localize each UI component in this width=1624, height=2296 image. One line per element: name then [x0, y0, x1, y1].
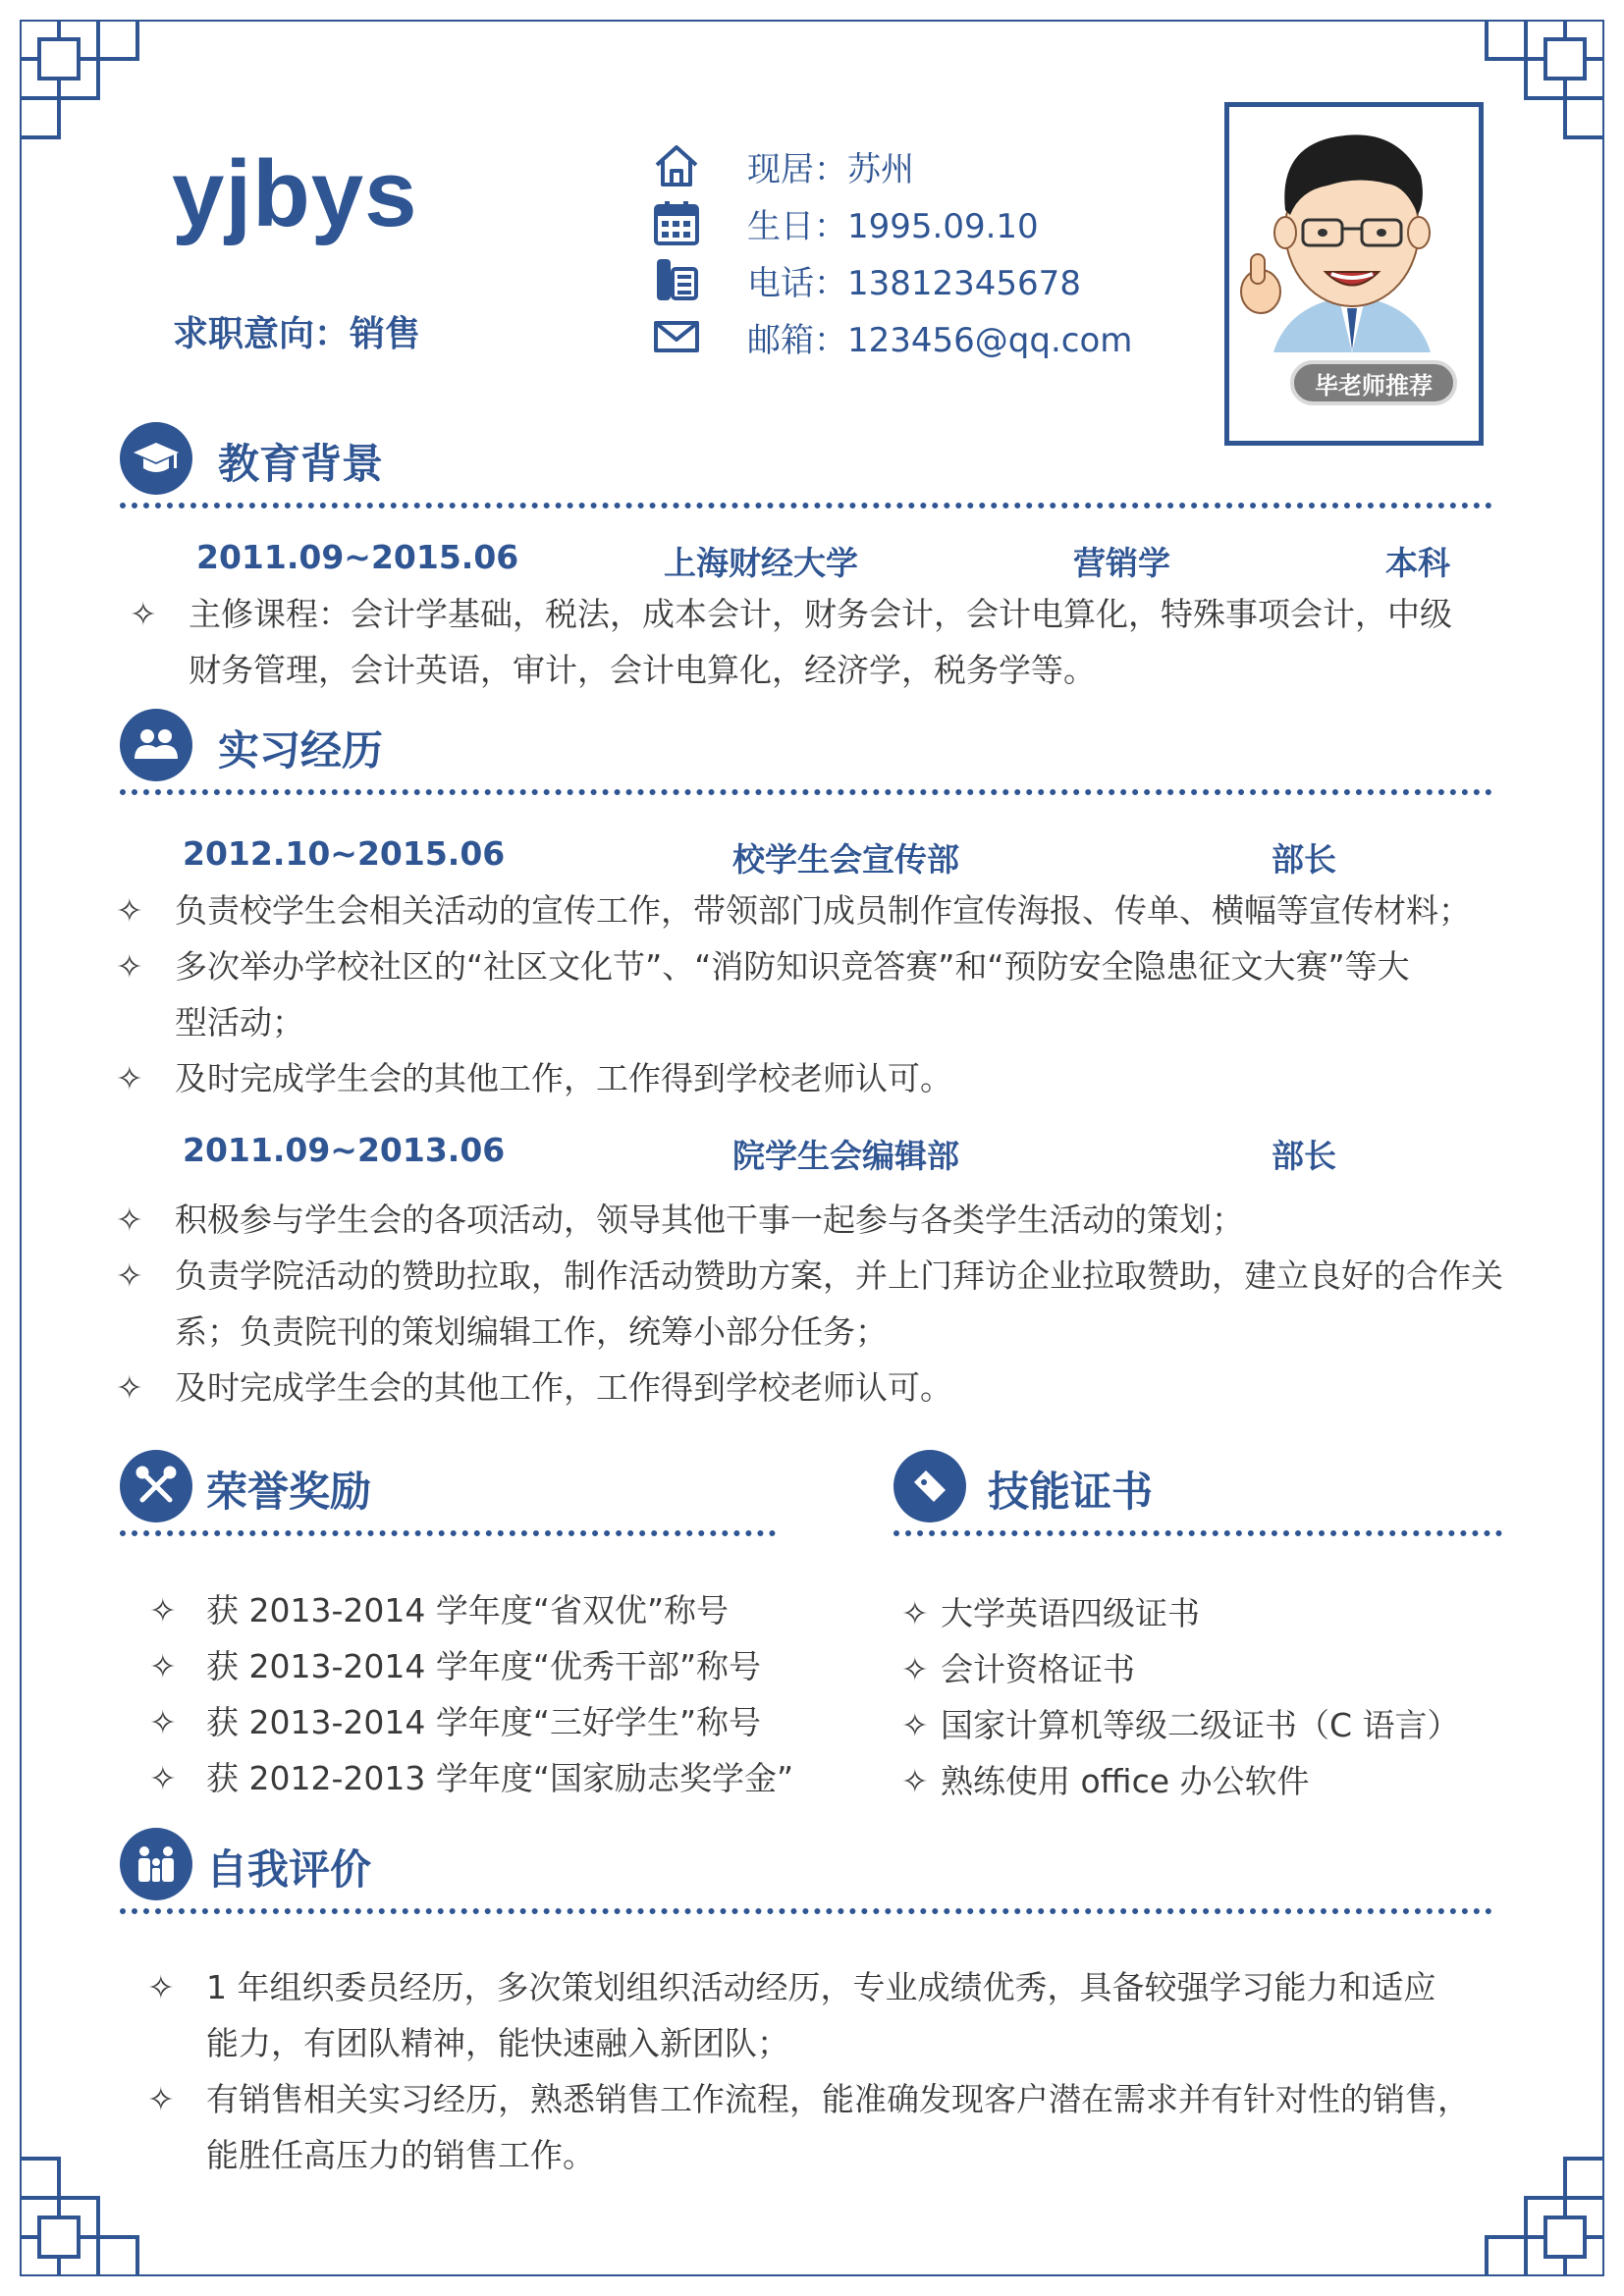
list-item-text: 获 2013-2014 学年度“三好学生”称号 [206, 1703, 762, 1741]
contact-email [653, 308, 1132, 365]
list-item-text: 能胜任高压力的销售工作。 [206, 2136, 595, 2174]
list-item [901, 1697, 1520, 1753]
section-divider [120, 1908, 1492, 1914]
photo-badge: 毕老师推荐 [1290, 360, 1457, 405]
section-self-eval [120, 1828, 1492, 1906]
section-divider [120, 789, 1492, 795]
list-item [147, 2071, 1522, 2183]
intern-org: 校学生会宣传部 [732, 840, 959, 879]
list-item [147, 1959, 1522, 2071]
list-item-text: 获 2013-2014 学年度“省双优”称号 [206, 1591, 730, 1629]
family-icon [120, 1828, 192, 1900]
contact-address-text: 现居：苏州 [747, 149, 914, 189]
section-title: 荣誉奖励 [206, 1468, 372, 1516]
section-title: 自我评价 [206, 1845, 372, 1894]
list-item-text: 1 年组织委员经历，多次策划组织活动经历，专业成绩优秀，具备较强学习能力和适应 [206, 1968, 1436, 2006]
bullet-icon: ✧ [116, 947, 143, 986]
section-internship [120, 709, 1492, 787]
bullet-icon: ✧ [901, 1650, 929, 1688]
contact-phone-text: 电话：13812345678 [747, 263, 1081, 303]
edu-major: 营销学 [1073, 544, 1170, 582]
list-item [149, 1750, 794, 1806]
bullet-icon: ✧ [116, 1256, 143, 1295]
list-item-text: 多次举办学校社区的“社区文化节”、“消防知识竞答赛”和“预防安全隐患征文大赛”等大 [175, 947, 1410, 986]
list-item-text: 系；负责院刊的策划编辑工作，统筹小部分任务； [175, 1312, 888, 1351]
bullet-icon: ✧ [149, 1703, 177, 1741]
section-divider [120, 1530, 776, 1536]
contact-birthday [653, 194, 1132, 251]
section-honors [120, 1450, 776, 1528]
list-item [901, 1585, 1520, 1641]
contact-list [653, 137, 1132, 365]
list-item [149, 1582, 787, 1638]
bullet-icon: ✧ [149, 1591, 177, 1629]
list-item-text: 熟练使用 office 办公软件 [941, 1762, 1310, 1800]
bullet-icon: ✧ [149, 1759, 177, 1797]
edu-courses-line: 主修课程：会计学基础，税法，成本会计，财务会计，会计电算化，特殊事项会计，中级 [189, 595, 1452, 633]
contact-birthday-text: 生日：1995.09.10 [747, 206, 1039, 246]
list-item [149, 1638, 787, 1694]
list-item-text: 及时完成学生会的其他工作，工作得到学校老师认可。 [175, 1059, 952, 1097]
list-item [901, 1641, 1520, 1697]
bullet-icon: ✧ [901, 1706, 929, 1744]
bullet-icon: ✧ [147, 2080, 175, 2118]
contact-email-text: 邮箱：123456@qq.com [747, 320, 1133, 360]
bullet-icon: ✧ [147, 1968, 175, 2006]
intern-role: 部长 [1272, 1137, 1336, 1175]
list-item-text: 国家计算机等级二级证书（C 语言） [941, 1706, 1460, 1744]
bullet-icon: ✧ [116, 891, 143, 930]
edu-courses-line: 财务管理，会计英语，审计，会计电算化，经济学，税务学等。 [189, 651, 1096, 689]
calendar-icon [653, 199, 708, 246]
section-title: 技能证书 [988, 1468, 1154, 1516]
contact-address [653, 137, 1132, 194]
list-item [901, 1753, 1520, 1809]
list-item [149, 1694, 787, 1750]
certificate-icon [893, 1450, 966, 1522]
edu-dates: 2011.09~2015.06 [196, 538, 519, 576]
job-intent: 求职意向：销售 [173, 314, 421, 354]
phone-icon [653, 256, 708, 303]
list-item [116, 1360, 1530, 1415]
bullet-icon: ✧ [116, 1368, 143, 1407]
section-title: 教育背景 [218, 440, 384, 488]
section-education [120, 422, 1492, 501]
list-item [116, 1248, 1530, 1360]
mail-icon [653, 313, 708, 360]
list-item-text: 有销售相关实习经历，熟悉销售工作流程，能准确发现客户潜在需求并有针对性的销售， [206, 2080, 1470, 2118]
list-item-text: 获 2013-2014 学年度“优秀干部”称号 [206, 1647, 762, 1685]
list-item-text: 型活动； [175, 1003, 304, 1041]
intern-org: 院学生会编辑部 [732, 1137, 959, 1175]
section-divider [120, 503, 1492, 508]
list-item-text: 负责学院活动的赞助拉取，制作活动赞助方案，并上门拜访企业拉取赞助，建立良好的合作关 [175, 1256, 1503, 1295]
list-item [116, 938, 1530, 1050]
list-item [116, 1192, 1530, 1248]
intern-dates: 2012.10~2015.06 [183, 834, 506, 873]
tools-icon [120, 1450, 192, 1522]
team-icon [120, 709, 192, 781]
list-item-text: 会计资格证书 [941, 1650, 1135, 1688]
list-item [116, 882, 1530, 938]
edu-school: 上海财经大学 [664, 544, 858, 582]
list-item-text: 能力，有团队精神，能快速融入新团队； [206, 2024, 789, 2062]
bullet-icon: ✧ [130, 595, 157, 633]
profile-photo [1224, 102, 1484, 446]
list-item-text: 积极参与学生会的各项活动，领导其他干事一起参与各类学生活动的策划； [175, 1201, 1244, 1239]
list-item-text: 获 2012-2013 学年度“国家励志奖学金” [206, 1759, 794, 1797]
list-item-text: 大学英语四级证书 [941, 1594, 1200, 1632]
list-item-text: 负责校学生会相关活动的宣传工作，带领部门成员制作宣传海报、传单、横幅等宣传材料； [175, 891, 1471, 930]
edu-degree: 本科 [1385, 544, 1450, 582]
bullet-icon: ✧ [116, 1059, 143, 1097]
contact-phone [653, 251, 1132, 308]
home-icon [653, 142, 708, 189]
intern-role: 部长 [1272, 840, 1336, 879]
graduation-cap-icon [120, 422, 192, 495]
bullet-icon: ✧ [116, 1201, 143, 1239]
list-item-text: 及时完成学生会的其他工作，工作得到学校老师认可。 [175, 1368, 952, 1407]
bullet-icon: ✧ [901, 1594, 929, 1632]
bullet-icon: ✧ [901, 1762, 929, 1800]
section-divider [893, 1530, 1502, 1536]
section-title: 实习经历 [218, 726, 384, 774]
bullet-icon: ✧ [149, 1647, 177, 1685]
candidate-name: yjbys [172, 141, 418, 246]
list-item [116, 1050, 1530, 1106]
edu-courses [130, 586, 1504, 698]
section-skills [893, 1450, 1502, 1528]
intern-dates: 2011.09~2013.06 [183, 1131, 506, 1169]
